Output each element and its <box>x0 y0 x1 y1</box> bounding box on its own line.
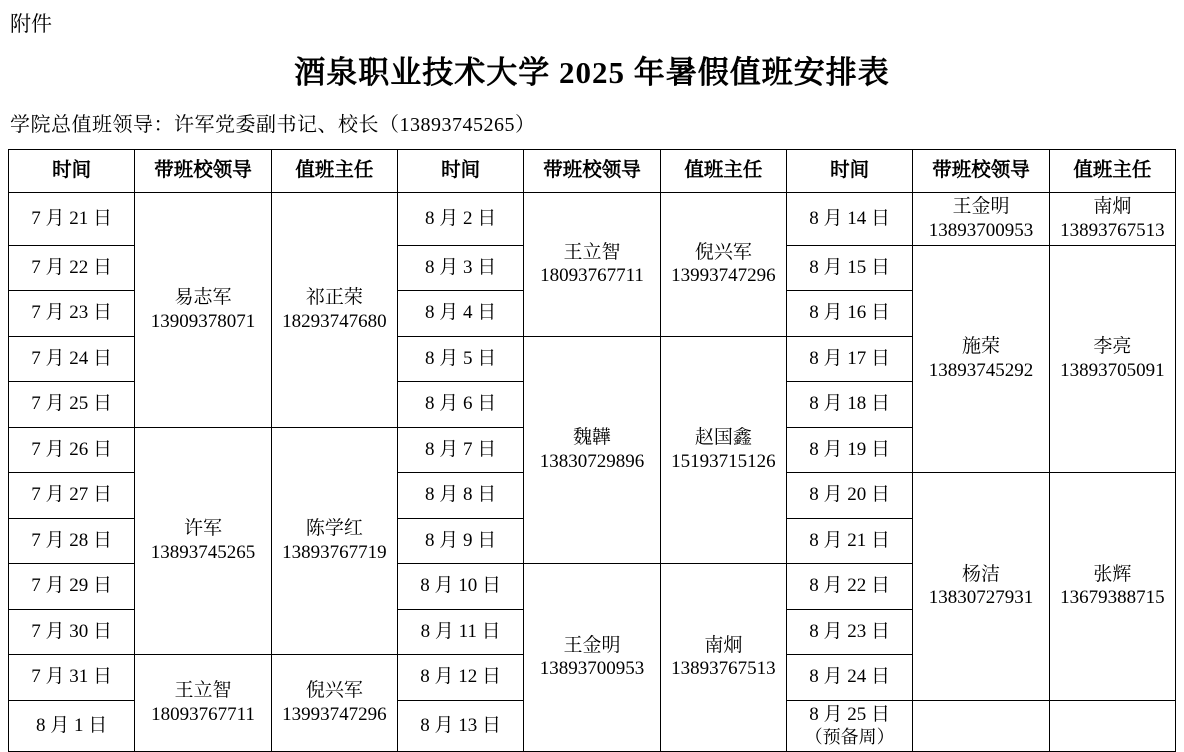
leader-cell <box>135 655 271 752</box>
column-header-duty-1: 值班主任 <box>271 150 397 193</box>
leader-name: 王立智 <box>174 680 232 702</box>
date-text: 8 月 23 日 <box>809 620 890 642</box>
date-text: 7 月 21 日 <box>31 207 113 229</box>
leader-name: 魏韡 <box>572 427 611 448</box>
duty-director-cell <box>271 427 397 655</box>
table-row <box>9 193 1176 246</box>
duty-director-phone: 13993747296 <box>671 265 776 287</box>
duty-director-phone: 13893767513 <box>671 658 776 680</box>
duty-director-phone: 13893767513 <box>1060 219 1165 241</box>
duty-director-name: 陈学红 <box>305 518 363 539</box>
schedule-date-cell <box>786 473 912 519</box>
schedule-date-cell <box>786 518 912 564</box>
schedule-date-cell <box>397 564 523 610</box>
date-text: 7 月 31 日 <box>31 666 113 688</box>
column-header-time-3: 时间 <box>786 150 912 193</box>
date-text: 7 月 27 日 <box>31 484 113 506</box>
date-text: 8 月 9 日 <box>424 529 497 551</box>
leader-phone: 13893700953 <box>928 219 1034 241</box>
leader-phone: 13893745292 <box>928 359 1034 381</box>
duty-director-cell <box>271 193 397 428</box>
table-body <box>9 193 1176 752</box>
leader-phone: 18093767711 <box>540 265 644 287</box>
attachment-label: 附件 <box>10 12 52 36</box>
duty-director-cell <box>660 336 786 564</box>
schedule-date-cell <box>397 609 523 655</box>
duty-director-phone: 13893705091 <box>1060 359 1165 381</box>
leader-phone: 13830729896 <box>539 450 645 472</box>
date-text: 8 月 1 日 <box>36 714 108 736</box>
schedule-date-cell <box>786 564 912 610</box>
column-header-time-2: 时间 <box>397 150 523 193</box>
schedule-date-cell <box>786 700 912 751</box>
duty-director-name: 赵国鑫 <box>694 427 752 448</box>
date-text: 7 月 28 日 <box>31 529 113 551</box>
date-text: 8 月 11 日 <box>420 620 501 642</box>
date-text: 8 月 12 日 <box>420 666 501 688</box>
duty-director-cell <box>1049 245 1175 473</box>
leader-name: 王金明 <box>952 196 1010 217</box>
date-text: 8 月 18 日 <box>809 393 890 415</box>
column-header-leader-2: 带班校领导 <box>524 150 660 193</box>
schedule-date-cell <box>397 700 523 751</box>
leader-phone: 13893700953 <box>539 658 645 680</box>
leader-name: 王立智 <box>563 241 621 263</box>
leader-cell <box>913 245 1049 473</box>
column-header-leader-1: 带班校领导 <box>135 150 271 193</box>
duty-director-cell <box>1049 473 1175 701</box>
duty-director-phone: 15193715126 <box>671 450 776 472</box>
duty-director-name: 倪兴军 <box>694 241 752 263</box>
date-text: 8 月 22 日 <box>809 575 890 597</box>
leader-name: 易志军 <box>174 287 232 308</box>
date-text: 7 月 22 日 <box>31 256 113 278</box>
date-text: 8 月 10 日 <box>420 575 501 597</box>
schedule-date-cell <box>9 291 135 337</box>
schedule-date-cell <box>397 291 523 337</box>
schedule-date-cell <box>786 291 912 337</box>
schedule-date-cell <box>397 518 523 564</box>
date-text: 8 月 15 日 <box>809 256 890 278</box>
schedule-date-cell <box>9 336 135 382</box>
date-text: 7 月 30 日 <box>31 620 113 642</box>
duty-director-phone: 13893767719 <box>282 541 387 563</box>
date-text: 8 月 7 日 <box>424 438 497 460</box>
column-header-duty-2: 值班主任 <box>660 150 786 193</box>
duty-director-name: 南炯 <box>704 634 743 656</box>
column-header-time-1: 时间 <box>9 150 135 193</box>
schedule-date-cell <box>786 245 912 291</box>
date-text: 7 月 25 日 <box>31 393 113 415</box>
schedule-date-cell <box>786 193 912 246</box>
duty-director-cell <box>271 655 397 752</box>
leader-cell <box>524 336 660 564</box>
leader-name: 许军 <box>183 518 222 539</box>
schedule-date-cell <box>397 655 523 701</box>
chief-duty-leader-line: 学院总值班领导：许军党委副书记、校长（13893745265） <box>10 114 536 136</box>
duty-director-phone: 18293747680 <box>282 310 387 332</box>
duty-director-cell <box>1049 193 1175 246</box>
leader-cell <box>913 193 1049 246</box>
date-text: 8 月 16 日 <box>809 302 890 324</box>
leader-name: 杨洁 <box>961 563 1000 585</box>
date-text: 8 月 25 日 <box>809 703 890 725</box>
column-header-duty-3: 值班主任 <box>1049 150 1175 193</box>
schedule-date-cell <box>786 609 912 655</box>
date-text: 7 月 24 日 <box>31 347 113 369</box>
schedule-date-cell <box>397 382 523 428</box>
date-text: 8 月 6 日 <box>424 393 497 415</box>
leader-name: 施荣 <box>961 336 1000 357</box>
duty-director-name: 倪兴军 <box>305 680 363 702</box>
leader-cell <box>524 193 660 337</box>
schedule-date-cell <box>9 518 135 564</box>
schedule-date-cell <box>9 564 135 610</box>
schedule-date-cell <box>9 427 135 473</box>
schedule-date-cell <box>397 427 523 473</box>
duty-schedule-table <box>8 149 1176 752</box>
date-text: 8 月 21 日 <box>809 529 890 551</box>
leader-phone: 13893745265 <box>150 541 256 563</box>
schedule-date-cell <box>9 382 135 428</box>
date-text: 7 月 23 日 <box>31 302 113 324</box>
table-header-row <box>9 150 1176 193</box>
date-note: （预备周） <box>804 727 895 748</box>
duty-director-cell <box>660 193 786 337</box>
date-text: 8 月 17 日 <box>809 347 890 369</box>
date-text: 8 月 5 日 <box>424 347 497 369</box>
schedule-date-cell <box>786 336 912 382</box>
schedule-date-cell <box>397 193 523 246</box>
column-header-leader-3: 带班校领导 <box>913 150 1049 193</box>
date-text: 8 月 4 日 <box>424 302 497 324</box>
leader-cell <box>524 564 660 752</box>
leader-cell <box>913 473 1049 701</box>
leader-cell <box>135 193 271 428</box>
leader-phone: 13830727931 <box>928 587 1034 609</box>
schedule-date-cell <box>786 427 912 473</box>
duty-director-name: 张辉 <box>1093 563 1132 585</box>
date-text: 8 月 3 日 <box>424 256 497 278</box>
date-text: 7 月 29 日 <box>31 575 113 597</box>
date-text: 8 月 2 日 <box>424 207 497 229</box>
duty-director-name: 祁正荣 <box>305 287 363 308</box>
date-text: 8 月 13 日 <box>420 714 501 736</box>
schedule-date-cell <box>9 473 135 519</box>
leader-name: 王金明 <box>563 634 621 656</box>
leader-phone: 18093767711 <box>151 703 255 725</box>
duty-director-name: 南炯 <box>1093 196 1132 217</box>
schedule-date-cell <box>9 245 135 291</box>
duty-director-cell <box>660 564 786 752</box>
schedule-date-cell <box>9 193 135 246</box>
leader-cell <box>135 427 271 655</box>
date-text: 8 月 19 日 <box>809 438 890 460</box>
duty-director-cell <box>1049 700 1175 751</box>
schedule-date-cell <box>9 700 135 751</box>
date-text: 8 月 20 日 <box>809 484 890 506</box>
schedule-date-cell <box>397 336 523 382</box>
duty-director-phone: 13993747296 <box>282 703 387 725</box>
schedule-date-cell <box>786 382 912 428</box>
date-text: 8 月 24 日 <box>809 666 890 688</box>
duty-director-phone: 13679388715 <box>1060 587 1165 609</box>
date-text: 8 月 8 日 <box>424 484 497 506</box>
page-title: 酒泉职业技术大学 2025 年暑假值班安排表 <box>294 55 890 90</box>
schedule-date-cell <box>397 245 523 291</box>
date-text: 8 月 14 日 <box>809 207 890 229</box>
schedule-date-cell <box>9 609 135 655</box>
schedule-date-cell <box>786 655 912 701</box>
date-text: 7 月 26 日 <box>31 438 113 460</box>
schedule-date-cell <box>9 655 135 701</box>
leader-phone: 13909378071 <box>150 310 256 332</box>
schedule-date-cell <box>397 473 523 519</box>
duty-director-name: 李亮 <box>1093 336 1132 357</box>
leader-cell <box>913 700 1049 751</box>
